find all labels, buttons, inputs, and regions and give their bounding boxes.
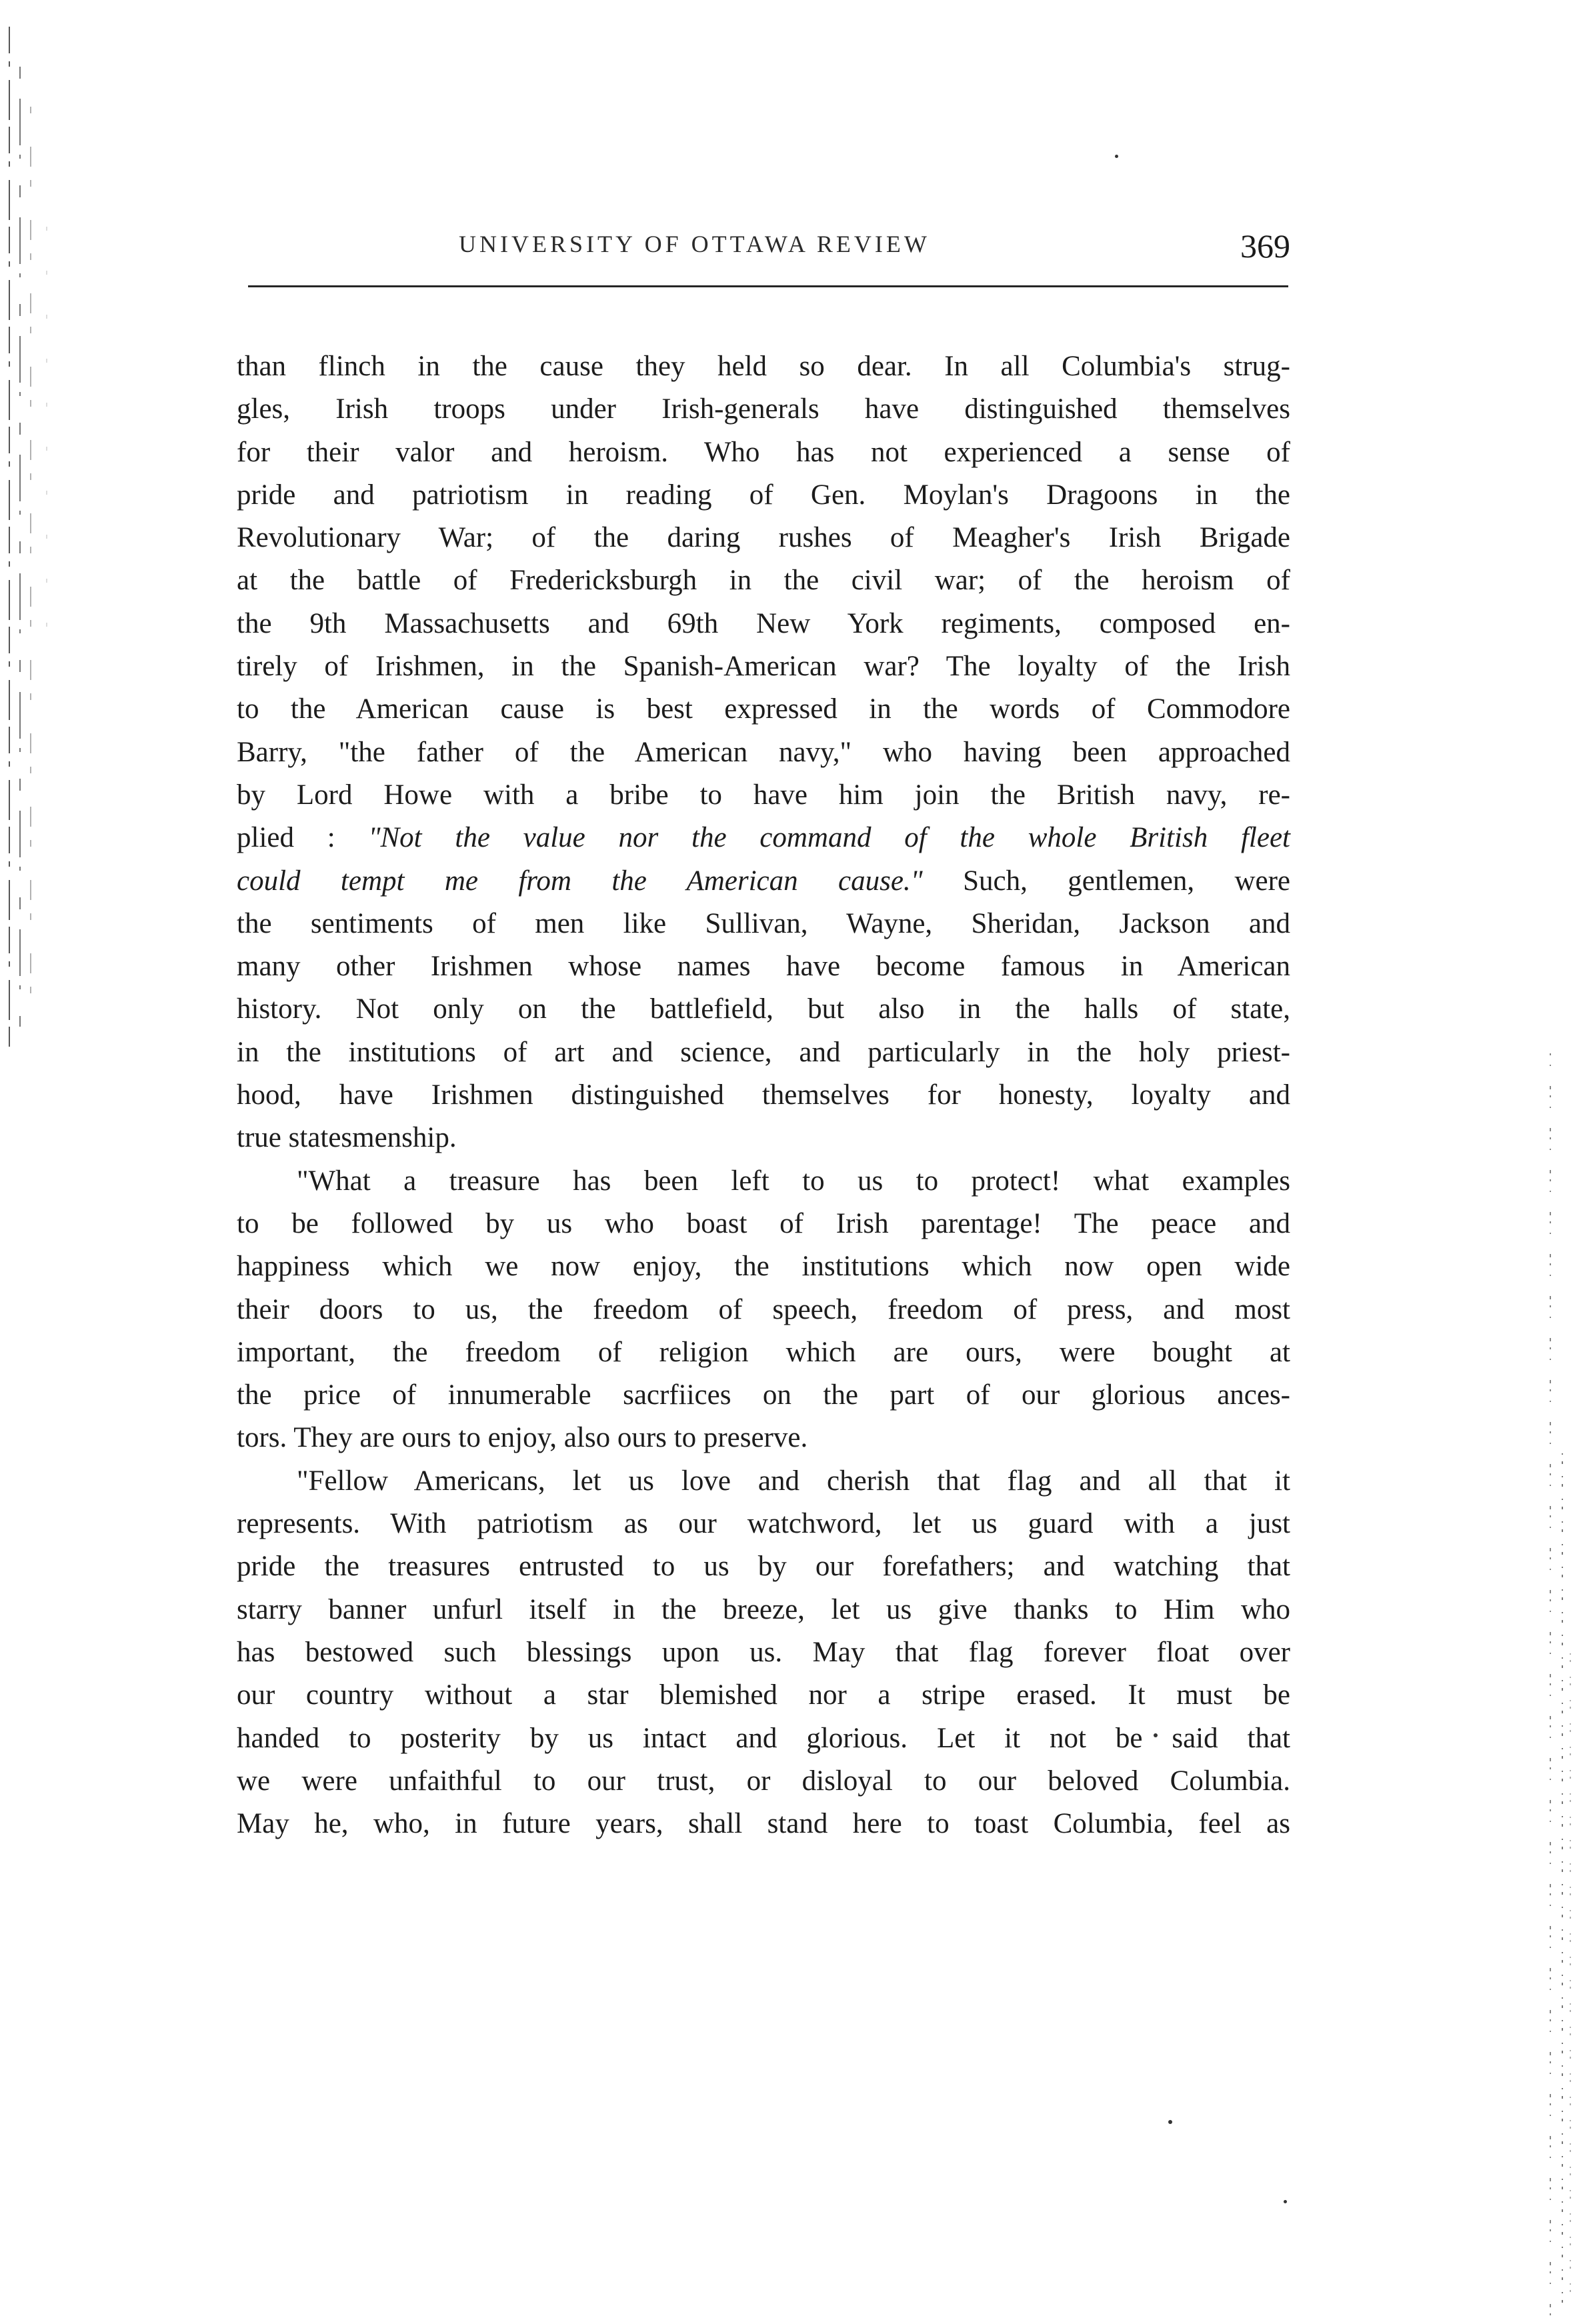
- header-rule: [248, 285, 1288, 287]
- text-line: the 9th Massachusetts and 69th New York regiments, composed en-: [237, 607, 1290, 639]
- text-line: for their valor and heroism. Who has not experienced a sense of: [237, 436, 1290, 468]
- quote-line: [237, 860, 1290, 903]
- text-line: important, the freedom of religion which are ours, were bought at: [237, 1336, 1290, 1368]
- quotation-italic: "Not the value nor the command of the whole British fleet: [368, 822, 1290, 854]
- text-line: many other Irishmen whose names have become famous in American: [237, 951, 1290, 983]
- running-title: UNIVERSITY OF OTTAWA REVIEW: [459, 231, 930, 257]
- paragraph: [237, 345, 1290, 1160]
- paragraph: [237, 1460, 1290, 1846]
- text-line: to the American cause is best expressed in the words of Commodore: [237, 693, 1290, 725]
- text-line: than flinch in the cause they held so dear. In all Columbia's strug-: [237, 351, 1290, 382]
- page-number: 369: [1240, 227, 1290, 265]
- text-line: history. Not only on the battlefield, but also in the halls of state,: [237, 993, 1290, 1025]
- scan-edge-specks: [1504, 1053, 1577, 2320]
- text-span: Such, gentlemen, were: [922, 865, 1290, 897]
- text-line: handed to posterity by us intact and glorious. Let it not be said that: [237, 1722, 1290, 1754]
- text-line: true statesmenship.: [237, 1122, 457, 1154]
- article-body: [237, 345, 1290, 1845]
- text-line: Revolutionary War; of the daring rushes of Meagher's Irish Brigade: [237, 522, 1290, 554]
- text-line: at the battle of Fredericksburgh in the civil war; of the heroism of: [237, 565, 1290, 597]
- text-line: to be followed by us who boast of Irish parentage! The peace and: [237, 1207, 1290, 1239]
- text-line: by Lord Howe with a bribe to have him join the British navy, re-: [237, 779, 1290, 811]
- text-line: hood, have Irishmen distinguished themselves for honesty, loyalty and: [237, 1079, 1290, 1111]
- text-line: gles, Irish troops under Irish-generals have distinguished themselves: [237, 393, 1290, 425]
- text-line: in the institutions of art and science, and particularly in the holy priest-: [237, 1036, 1290, 1068]
- text-line: Barry, "the father of the American navy," who having been approached: [237, 736, 1290, 768]
- text-line: "Fellow Americans, let us love and cherish that flag and all that it: [297, 1465, 1290, 1497]
- text-line: the price of innumerable sacrfiices on the part of our glorious ances-: [237, 1379, 1290, 1411]
- text-line: we were unfaithful to our trust, or disloyal to our beloved Columbia.: [237, 1765, 1290, 1797]
- text-line: their doors to us, the freedom of speech, freedom of press, and most: [237, 1293, 1290, 1325]
- text-line: happiness which we now enjoy, the institutions which now open wide: [237, 1251, 1290, 1283]
- text-line: our country without a star blemished nor a stripe erased. It must be: [237, 1679, 1290, 1711]
- text-span: plied :: [237, 822, 369, 854]
- text-line: May he, who, in future years, shall stand here to toast Columbia, feel as: [237, 1808, 1290, 1840]
- scan-speck: [1284, 2200, 1287, 2203]
- text-line: tirely of Irishmen, in the Spanish-American war? The loyalty of the Irish: [237, 651, 1290, 683]
- text-line: tors. They are ours to enjoy, also ours to preserve.: [237, 1422, 808, 1454]
- scan-speck: [1168, 2120, 1172, 2124]
- text-line: "What a treasure has been left to us to protect! what examples: [297, 1165, 1290, 1197]
- paragraph: [237, 1160, 1290, 1460]
- text-line: represents. With patriotism as our watchword, let us guard with a just: [237, 1508, 1290, 1540]
- quote-line: [237, 817, 1290, 859]
- text-line: pride the treasures entrusted to us by our forefathers; and watching that: [237, 1551, 1290, 1583]
- text-line: has bestowed such blessings upon us. May that flag forever float over: [237, 1636, 1290, 1668]
- text-line: the sentiments of men like Sullivan, Wayne, Sheridan, Jackson and: [237, 907, 1290, 939]
- text-line: starry banner unfurl itself in the breeze, let us give thanks to Him who: [237, 1593, 1290, 1625]
- scan-speck: [1115, 155, 1118, 158]
- text-line: pride and patriotism in reading of Gen. Moylan's Dragoons in the: [237, 479, 1290, 511]
- scan-edge-shadow: [0, 27, 60, 1047]
- quotation-italic: could tempt me from the American cause.": [237, 865, 923, 897]
